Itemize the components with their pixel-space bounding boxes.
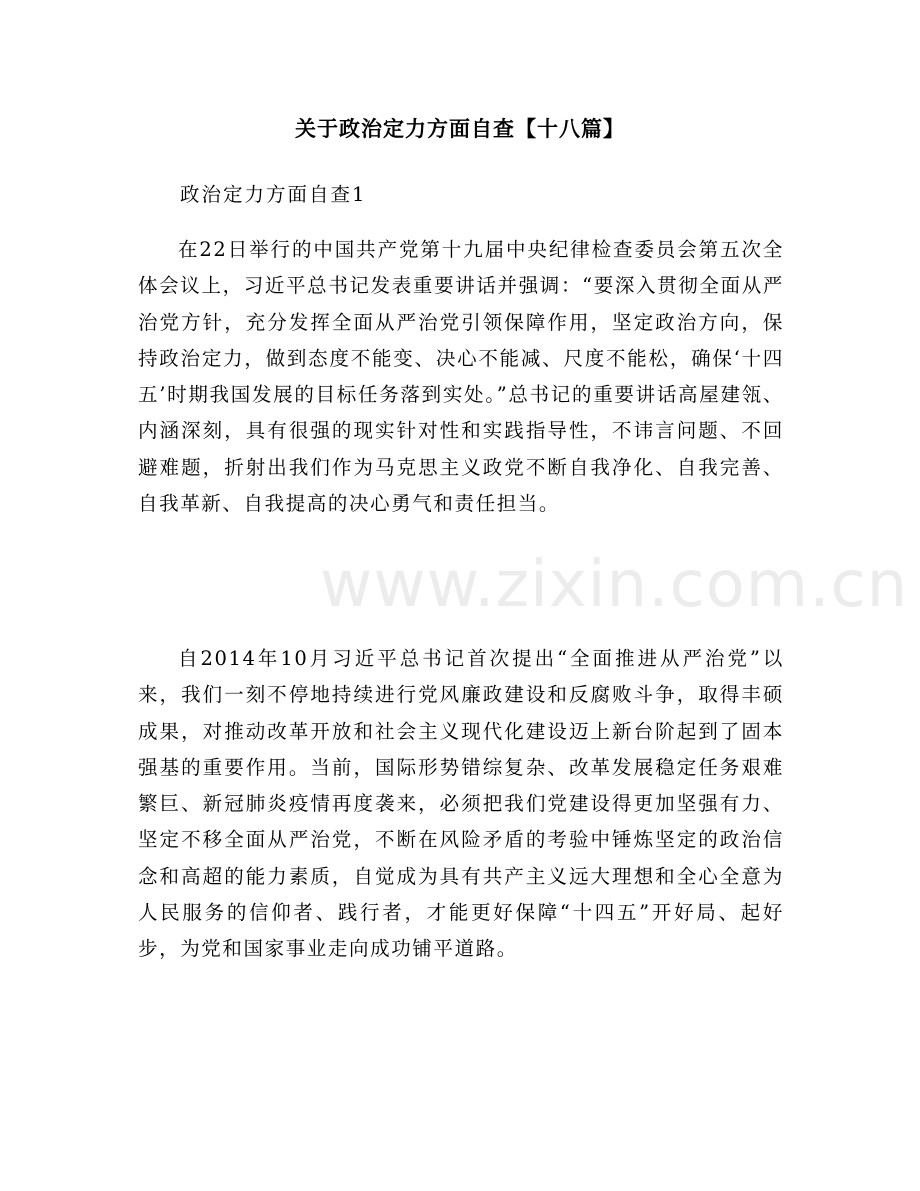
paragraph-2: 自2014年10月习近平总书记首次提出“全面推进从严治党”以来，我们一刻不停地持续进行党风廉政建设和反腐败斗争，取得丰硕成果，对推动改革开放和社会主义现代化建设迈上新台阶起到了固本强基的重要作用。当前，国际形势错综复杂、改革发展稳定任务艰难繁巨、新冠肺炎疫情再度袭来，必须把我们党建设得更加坚强有力、坚定不移全面从严治党，不断在风险矛盾的考验中锤炼坚定的政治信念和高超的能力素质，自觉成为具有共产主义远大理想和全心全意为人民服务的信仰者、践行者，才能更好保障“十四五”开好局、起好步，为党和国家事业走向成功铺平道路。 (138, 647, 784, 961)
document-title: 关于政治定力方面自查【十八篇】 (295, 117, 625, 141)
watermark: www.zixin.com.cn (320, 548, 909, 622)
section-heading: 政治定力方面自查1 (180, 183, 367, 206)
paragraph-1: 在22日举行的中国共产党第十九届中央纪律检查委员会第五次全体会议上，习近平总书记发表重要讲话并强调：“要深入贯彻全面从严治党方针，充分发挥全面从严治党引领保障作用，坚定政治方向，保持政治定力，做到态度不能变、决心不能减、尺度不能松，确保‘十四五’时期我国发展的目标任务落到实处。”总书记的重要讲话高屋建瓴、内涵深刻，具有很强的现实针对性和实践指导性，不讳言问题、不回避难题，折射出我们作为马克思主义政党不断自我净化、自我完善、自我革新、自我提高的决心勇气和责任担当。 (138, 238, 784, 516)
